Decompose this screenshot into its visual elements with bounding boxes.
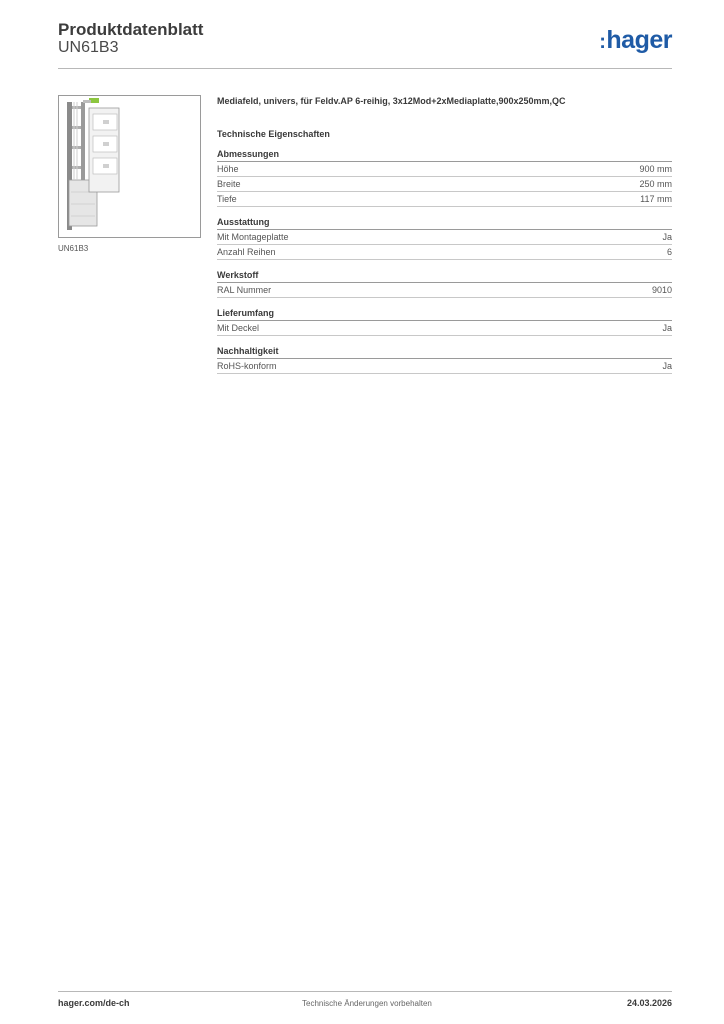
section-title: Ausstattung [217,217,672,230]
footer-date: 24.03.2026 [626,998,672,1008]
property-label: Breite [217,179,241,189]
property-value: 250 mm [639,179,672,189]
section-material [217,270,672,298]
property-value: 9010 [651,285,672,295]
property-label: Höhe [217,164,239,174]
property-value: 6 [666,247,672,257]
section-scope-of-delivery [217,308,672,336]
logo-dots: : [599,31,606,53]
property-value: 117 mm [640,194,672,204]
property-label: Anzahl Reihen [217,247,276,257]
property-row [217,283,672,298]
property-row [217,162,672,177]
property-row [217,245,672,260]
property-label: RoHS-konform [217,361,277,371]
property-label: Mit Deckel [217,323,260,333]
footer-website-link[interactable]: hager.com/de-ch [58,998,130,1008]
product-image-caption: UN61B3 [58,244,89,253]
section-sustainability [217,346,672,374]
section-title: Werkstoff [217,270,672,283]
logo-text: hager [606,26,672,54]
product-details [217,96,672,374]
property-label: RAL Nummer [217,285,272,295]
media-panel-illustration [59,96,200,237]
document-header [58,20,672,68]
product-image [58,95,201,238]
section-equipment [217,217,672,260]
section-title: Abmessungen [217,149,672,162]
property-row [217,359,672,374]
property-value: Ja [662,361,672,371]
property-value: Ja [662,323,672,333]
property-value: 900 mm [639,164,672,174]
section-title: Lieferumfang [217,308,672,321]
property-row [217,230,672,245]
property-row [217,177,672,192]
footer-divider [58,991,672,992]
product-description: Mediafeld, univers, für Feldv.AP 6-reihig, 3x12Mod+2xMediaplatte,900x250mm,QC [217,96,566,106]
technical-properties-heading: Technische Eigenschaften [217,129,330,139]
property-row [217,321,672,336]
property-label: Mit Montageplatte [217,232,289,242]
property-label: Tiefe [217,194,237,204]
product-code: UN61B3 [58,39,119,56]
header-divider [58,68,672,69]
footer-notice: Technische Änderungen vorbehalten [302,999,432,1008]
property-value: Ja [662,232,672,242]
hager-logo [599,26,672,55]
section-title: Nachhaltigkeit [217,346,672,359]
property-row [217,192,672,207]
section-dimensions [217,149,672,207]
document-title: Produktdatenblatt [58,20,204,39]
